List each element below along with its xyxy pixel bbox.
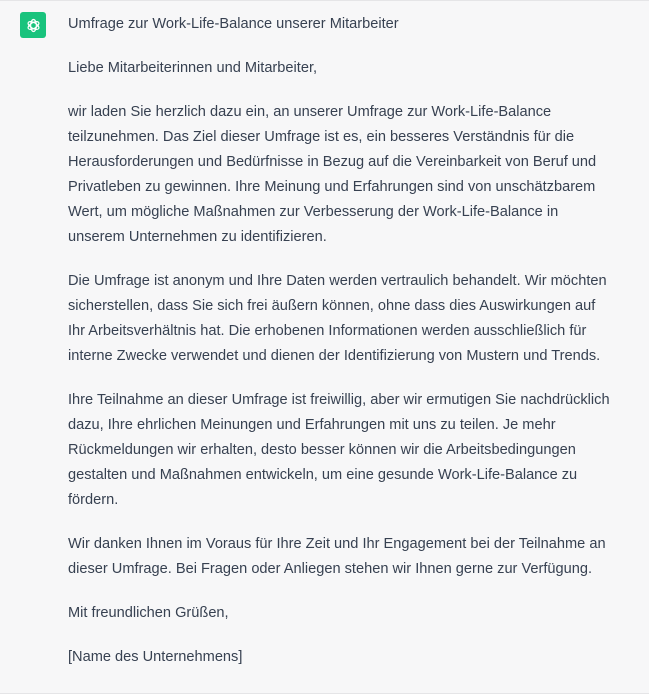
letter-paragraph: Wir danken Ihnen im Voraus für Ihre Zeit und Ihr Engagement bei der Teilnahme an dieser Umfrage. Bei Fragen oder Anliegen stehen wir Ihnen gerne zur Verfügung.	[68, 536, 606, 577]
openai-logo-icon	[24, 16, 43, 35]
letter-title: Umfrage zur Work-Life-Balance unserer Mitarbeiter	[68, 16, 399, 32]
letter-paragraph: Die Umfrage ist anonym und Ihre Daten werden vertraulich behandelt. Wir möchten sicherstellen, dass Sie sich frei äußern können, ohne dass dies Auswirkungen auf Ihr Arbeitsverhältnis hat. Die erhobenen Informationen werden ausschließlich für interne Zwecke verwendet und dienen der Identifizierung von Mustern und Trends.	[68, 273, 607, 364]
assistant-avatar	[20, 12, 46, 38]
letter-closing: Mit freundlichen Grüßen,	[68, 605, 229, 621]
letter-paragraph: Ihre Teilnahme an dieser Umfrage ist freiwillig, aber wir ermutigen Sie nachdrücklich dazu, Ihre ehrlichen Meinungen und Erfahrungen mit uns zu teilen. Je mehr Rückmeldungen wir erhalten, desto besser können wir die Arbeitsbedingungen gestalten und Maßnahmen entwickeln, um eine gesunde Work-Life-Balance zu fördern.	[68, 392, 610, 508]
letter-paragraph: wir laden Sie herzlich dazu ein, an unserer Umfrage zur Work-Life-Balance teilzunehmen. Das Ziel dieser Umfrage ist es, ein besseres Verständnis für die Herausforderungen und Bedürfnisse in Bezug auf die Vereinbarkeit von Beruf und Privatleben zu gewinnen. Ihre Meinung und Erfahrungen sind von unschätzbarem Wert, um mögliche Maßnahmen zur Verbesserung der Work-Life-Balance in unserem Unternehmen zu identifizieren.	[68, 104, 597, 245]
letter-salutation: Liebe Mitarbeiterinnen und Mitarbeiter,	[68, 60, 318, 76]
message-content	[68, 12, 616, 670]
letter-signature: [Name des Unternehmens]	[68, 649, 243, 665]
message-divider-top	[0, 0, 649, 1]
